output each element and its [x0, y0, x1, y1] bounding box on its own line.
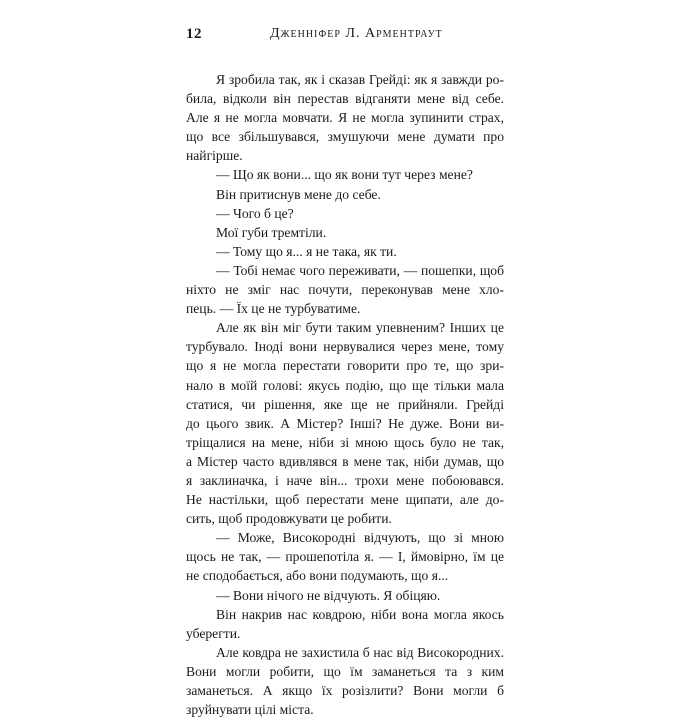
text-line: тріщалися на мене, ніби зі мною щось було не так, [186, 434, 504, 450]
text-line: — Вони нічого не відчують. Я обіцяю. [216, 587, 441, 603]
text-line: Але ковдра не захистила б нас від Високородних. [216, 644, 504, 660]
page-header [186, 26, 502, 46]
text-line: а Містер часто вдивлявся в мене так, ніби думав, що [186, 453, 504, 469]
text-line: не сподобається, або вони подумають, що я... [186, 568, 449, 584]
text-line: пець. — Їх це не турбуватиме. [186, 301, 361, 317]
text-line: до цього звик. А Містер? Інші? Не дуже. Вони ви- [186, 415, 504, 431]
body-text [186, 70, 504, 719]
text-line: ніхто не зміг нас почути, переконував мене хло- [186, 282, 504, 298]
text-line: сить, щоб продовжувати це робити. [186, 511, 392, 527]
running-head-author: Дженніфер Л. Арментраут [270, 26, 443, 41]
text-line: — Чого б це? [216, 205, 294, 221]
text-line: Вони могли робити, що їм заманеться та з ким [186, 663, 504, 679]
text-line: що все збільшувався, змушуючи мене думати про [186, 129, 504, 145]
text-line: Він притиснув мене до себе. [216, 186, 381, 202]
text-line: Але як він міг бути таким упевненим? Інших це [216, 320, 504, 336]
text-line: що я не могла перестати говорити про те, що зри- [186, 358, 504, 374]
text-line: — Що як вони... що як вони тут через мене? [216, 167, 473, 183]
text-line: била, відколи він перестав відганяти мене від себе. [186, 91, 504, 107]
text-line: — Може, Високородні відчують, що зі мною [216, 530, 504, 546]
text-line: Він накрив нас ковдрою, ніби вона могла якось [216, 606, 504, 622]
text-line: — Тобі немає чого переживати, — пошепки, щоб [216, 262, 504, 278]
text-line: уберегти. [186, 625, 241, 641]
text-line: Я зробила так, як і сказав Грейді: як я завжди ро- [216, 72, 504, 87]
text-line: Не настільки, щоб перестати мене щипати, але до- [186, 492, 504, 508]
text-line: найгірше. [186, 148, 243, 164]
text-line: заманеться. А якщо їх розізлити? Вони могли б [186, 683, 504, 698]
text-line: зруйнувати цілі міста. [186, 702, 314, 718]
text-line: я заклиначка, і наче він... трохи мене побоювався. [186, 472, 504, 488]
text-line: Мої губи тремтіли. [216, 224, 327, 240]
text-line: — Тому що я... я не така, як ти. [216, 243, 397, 259]
page-number: 12 [186, 26, 202, 42]
text-line: нало в моїй голові: якусь подію, що ще тільки мала [186, 377, 504, 393]
text-line: Але я не могла мовчати. Я не могла зупинити страх, [186, 110, 504, 126]
text-line: статися, чи рішення, яке ще не прийняли. Грейді [186, 396, 504, 412]
text-line: турбувало. Іноді вони нервувалися через мене, тому [186, 339, 504, 355]
text-line: щось не так, — прошепотіла я. — І, ймовірно, їм це [186, 549, 504, 565]
